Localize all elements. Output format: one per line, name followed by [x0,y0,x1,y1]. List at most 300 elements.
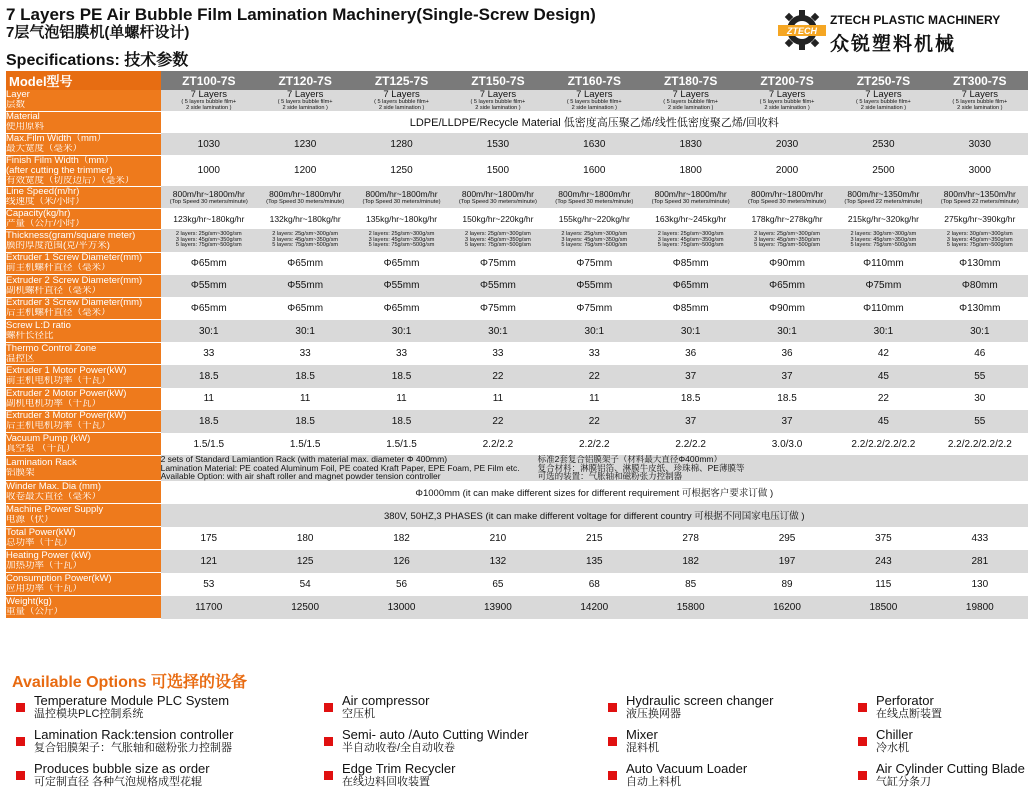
spec-value: 33 [161,342,257,365]
lamination-rack-english [161,455,520,481]
speed-range: 800m/hr~1800m/hr [172,188,245,199]
thickness-line: 5 layers: 75g/sm~500g/sm [946,242,1013,249]
top-speed-note: (Top Speed 22 meters/minute) [844,198,923,205]
label-chinese: 螺杆长径比 [6,331,54,342]
thickness-line: 3 layers: 45g/sm~350g/sm [754,236,820,243]
option-name-chinese: 自动上料机 [626,776,681,788]
spec-value: Φ65mm [353,252,449,275]
speed-range: 800m/hr~1800m/hr [269,188,342,199]
spec-value: 36 [642,342,738,365]
spec-value: 37 [739,365,835,388]
thickness-value [257,229,353,252]
line-speed-label [6,186,161,208]
spec-value: 1800 [642,155,738,186]
spec-rows_simple_c-0-row [6,527,1028,550]
spec-value: 22 [450,410,546,433]
line-speed-value [642,186,738,208]
spec-value: 132 [450,550,546,573]
spec-value: 3.0/3.0 [739,433,835,456]
spec-value: 30:1 [161,320,257,343]
layer-value [835,90,931,111]
spec-value: 1630 [546,133,642,155]
spec-value: 18.5 [257,410,353,433]
capacity-value: 178kg/hr~278kg/hr [739,208,835,229]
spec-value: 18.5 [257,365,353,388]
lamination-rack-label [6,455,161,481]
line-speed-value [932,186,1028,208]
spec-value: 2000 [739,155,835,186]
label-english: Extruder 3 Motor Power(kW) [6,411,127,422]
top-speed-note: (Top Speed 30 meters/minute) [555,198,634,205]
spec-value: Φ75mm [450,297,546,320]
capacity-value: 123kg/hr~180kg/hr [161,208,257,229]
spec-value: 45 [835,410,931,433]
rack-text-line: Available Option: with air shaft roller and magnet powder tension controller [160,471,441,481]
label-english: Machine Power Supply [6,505,104,516]
winder-value: Φ1000mm (it can make different sizes for different requirement 可根据客户要求订做 ) [161,481,1028,504]
spec-label [6,596,161,619]
spec-value: 30:1 [353,320,449,343]
layer-count: 7 Layers [576,90,613,100]
spec-value: 15800 [642,596,738,619]
top-speed-note: (Top Speed 30 meters/minute) [266,198,345,205]
label-chinese: 使用原料 [6,122,45,132]
company-logo [778,8,1028,55]
material-value: LDPE/LLDPE/Recycle Material 低密度高压聚乙烯/线性低密度聚乙烯/回收料 [161,111,1028,133]
label-chinese: 前主机电机功率（千瓦） [6,376,111,387]
specifications-heading: Specifications: 技术参数 [6,52,189,69]
spec-value: 1250 [353,155,449,186]
thickness-row [6,229,1028,252]
option-item [14,761,233,795]
option-name-chinese: 混料机 [626,742,659,754]
layer-note: ( 5 layers bubble film+ [181,99,237,105]
spec-value: 2.2/2.2 [642,433,738,456]
thickness-line: 3 layers: 45g/sm~350g/sm [946,236,1013,243]
option-name-english: Perforator [876,693,934,708]
available-options-title: Available Options 可选择的设备 [12,674,247,691]
label-chinese: 电源（伏） [6,515,54,526]
label-chinese: 最大宽度（毫米） [6,144,83,154]
option-name-english: Auto Vacuum Loader [626,761,748,776]
label-chinese: 线速度（米/小时） [6,197,85,207]
square-bullet-icon [16,737,25,746]
spec-value: Φ75mm [546,297,642,320]
square-bullet-icon [324,703,333,712]
line-speed-value [257,186,353,208]
spec-value: 22 [835,388,931,411]
layer-value [257,90,353,111]
spec-value: Φ75mm [835,275,931,298]
spec-value: 30 [932,388,1028,411]
option-name-english: Produces bubble size as order [34,761,210,776]
layer-note: 2 side lamination ) [475,105,521,111]
thickness-value [932,229,1028,252]
specifications-table [6,71,1028,619]
thickness-line: 2 layers: 25g/sm~300g/sm [465,231,531,238]
spec-label [6,252,161,275]
spec-rows_simple_b-8-row [6,433,1028,456]
spec-value: 278 [642,527,738,550]
spec-rows_simple_b-6-row [6,388,1028,411]
thickness-line: 3 layers: 45g/sm~350g/sm [175,236,242,243]
spec-value: 65 [450,573,546,596]
spec-value: 18500 [835,596,931,619]
model-name: ZT180-7S [642,71,738,90]
thickness-line: 2 layers: 25g/sm~300g/sm [272,231,339,238]
spec-value: 42 [835,342,931,365]
layer-note: 2 side lamination ) [282,105,328,111]
label-english: Material [6,112,40,122]
label-chinese: 副机螺杆直径（毫米） [6,285,102,296]
top-speed-note: (Top Speed 22 meters/minute) [940,198,1019,205]
label-chinese: 铝膜架 [6,468,35,479]
spec-value: 30:1 [450,320,546,343]
spec-value: 55 [932,410,1028,433]
layer-note: 2 side lamination ) [860,105,907,111]
model-name: ZT125-7S [353,71,449,90]
spec-value: 2.2/2.2 [450,433,546,456]
label-english: Line Speed(m/hr) [6,187,80,197]
spec-rows_simple_b-7-row [6,410,1028,433]
spec-value: 2530 [835,133,931,155]
square-bullet-icon [324,737,333,746]
spec-label [6,133,161,155]
option-name-chinese: 冷水机 [876,742,909,754]
line-speed-value [161,186,257,208]
spec-value: 2.2/2.2/2.2/2.2 [835,433,931,456]
spec-label [6,297,161,320]
label-chinese: 收卷最大直径（毫米） [6,492,102,503]
option-name-english: Lamination Rack:tension controller [34,727,234,742]
layer-note: ( 5 layers bubble film+ [855,99,911,105]
option-name-english: Edge Trim Recycler [342,761,456,776]
option-item [606,693,773,727]
capacity-row [6,208,1028,229]
thickness-line: 2 layers: 25g/sm~300g/sm [561,231,628,238]
layer-note: ( 5 layers bubble film+ [663,99,719,105]
options-column [322,693,528,795]
spec-value: 37 [642,365,738,388]
layer-note: ( 5 layers bubble film+ [759,99,815,105]
layer-count: 7 Layers [865,90,902,100]
layer-count: 7 Layers [768,90,806,100]
option-name-chinese: 半自动收卷/全自动收卷 [342,742,456,754]
spec-value: 37 [739,410,835,433]
option-name-chinese: 空压机 [342,708,375,720]
spec-rows_simple_a-0-row [6,133,1028,155]
spec-value: Φ130mm [932,252,1028,275]
thickness-line: 5 layers: 75g/sm~500g/sm [272,242,339,249]
line-speed-value [835,186,931,208]
line-speed-value [739,186,835,208]
capacity-value: 163kg/hr~245kg/hr [642,208,738,229]
thickness-line: 5 layers: 75g/sm~500g/sm [465,242,531,249]
label-english: Extruder 2 Screw Diameter(mm) [6,275,143,286]
layer-note: ( 5 layers bubble film+ [952,99,1008,105]
spec-value: Φ65mm [257,252,353,275]
options-column [606,693,773,795]
spec-value: 89 [739,573,835,596]
spec-value: 182 [353,527,449,550]
label-english-note: (after cutting the trimmer) [6,165,113,176]
option-name-english: Temperature Module PLC System [34,693,230,708]
spec-value: 11700 [161,596,257,619]
label-english: Lamination Rack [6,458,77,469]
spec-label [6,275,161,298]
spec-value: 54 [257,573,353,596]
layer-note: 2 side lamination ) [764,105,810,111]
layer-row [6,90,1028,111]
spec-value: 1030 [161,133,257,155]
spec-value: 1230 [257,133,353,155]
spec-value: Φ110mm [835,297,931,320]
power-supply-value: 380V, 50HZ,3 PHASES (it can make different voltage for different country 可根据不同国家电压订做 ) [161,504,1028,527]
spec-value: Φ65mm [353,297,449,320]
model-name: ZT250-7S [835,71,931,90]
label-chinese: 有效宽度（切皮边后）（毫米） [6,175,135,186]
spec-value: 33 [257,342,353,365]
options-column [14,693,233,795]
label-english: Thickness(gram/square meter) [6,230,136,241]
spec-value: 121 [161,550,257,573]
line-speed-value [450,186,546,208]
spec-value: Φ75mm [546,252,642,275]
spec-value: 68 [546,573,642,596]
square-bullet-icon [858,771,867,780]
spec-rows_simple_c-2-row [6,573,1028,596]
model-name: ZT150-7S [450,71,546,90]
label-chinese: 真空泵 （千瓦） [6,444,76,455]
spec-label [6,550,161,573]
spec-value: 1200 [257,155,353,186]
spec-value: 126 [353,550,449,573]
layer-note: 2 side lamination ) [186,105,232,111]
spec-value: 1.5/1.5 [161,433,257,456]
capacity-value: 132kg/hr~180kg/hr [257,208,353,229]
option-item [322,727,528,761]
spec-rows_simple_a-1-row [6,155,1028,186]
layer-value [546,90,642,111]
capacity-value: 150kg/hr~220kg/hr [450,208,546,229]
spec-value: 1530 [450,133,546,155]
model-header-label: Model型号 [6,71,161,90]
label-chinese: 产量（公斤/小时） [6,218,85,229]
spec-value: Φ90mm [739,297,835,320]
option-name-english: Hydraulic screen changer [626,693,774,708]
thickness-value [642,229,738,252]
spec-value: 30:1 [642,320,738,343]
spec-value: 243 [835,550,931,573]
spec-value: Φ55mm [353,275,449,298]
spec-value: Φ55mm [161,275,257,298]
spec-value: 30:1 [257,320,353,343]
square-bullet-icon [858,703,867,712]
capacity-value: 155kg/hr~220kg/hr [546,208,642,229]
option-name-chinese: 复合铝膜架子：气胀轴和磁粉张力控制器 [34,742,232,754]
thickness-line: 3 layers: 45g/sm~350g/sm [368,236,435,243]
options-column [856,693,1025,795]
label-english: Extruder 3 Screw Diameter(mm) [6,298,143,309]
spec-value: Φ65mm [161,252,257,275]
spec-value: 45 [835,365,931,388]
label-english: Consumption Power(kW) [6,574,112,585]
square-bullet-icon [16,771,25,780]
thickness-line: 2 layers: 25g/sm~300g/sm [368,231,435,238]
spec-value: 182 [642,550,738,573]
spec-value: 85 [642,573,738,596]
label-english: Thermo Control Zone [6,343,97,354]
option-name-english: Air compressor [342,693,430,708]
option-item [856,761,1025,795]
winder-label [6,481,161,504]
spec-value: Φ65mm [642,275,738,298]
spec-value: 210 [450,527,546,550]
spec-value: 1500 [450,155,546,186]
spec-value: 14200 [546,596,642,619]
thickness-line: 2 layers: 25g/sm~300g/sm [175,231,242,238]
material-row [6,111,1028,133]
spec-value: 215 [546,527,642,550]
spec-label [6,433,161,456]
thickness-label [6,229,161,252]
square-bullet-icon [858,737,867,746]
option-name-chinese: 在线边料回收装置 [342,776,430,788]
label-chinese: 加热功率（千瓦） [6,561,83,572]
label-english: Finish Film Width（mm） [6,155,114,166]
spec-value: 1.5/1.5 [353,433,449,456]
rack-text-line: 复合材料：淋膜铝箔、淋膜牛皮纸、珍珠棉、PE薄膜等 [537,462,745,473]
page-title: 7 Layers PE Air Bubble Film Lamination Machinery(Single-Screw Design) [6,5,596,24]
thickness-line: 5 layers: 75g/sm~500g/sm [754,242,820,249]
rack-text-line: 2 sets of Standard Lamiantion Rack (with material max. diameter Φ 400mm) [160,455,448,465]
thickness-line: 2 layers: 30g/sm~300g/sm [850,231,917,238]
spec-value: Φ65mm [739,275,835,298]
option-item [14,693,233,727]
winder-row [6,481,1028,504]
line-speed-value [546,186,642,208]
label-chinese: 层数 [6,100,26,111]
option-item [606,727,773,761]
capacity-value: 215kg/hr~320kg/hr [835,208,931,229]
top-speed-note: (Top Speed 30 meters/minute) [169,198,248,205]
label-english: Heating Power (kW) [6,551,91,562]
spec-value: 56 [353,573,449,596]
thickness-line: 5 layers: 75g/sm~500g/sm [657,242,724,249]
spec-value: Φ75mm [450,252,546,275]
option-name-english: Chiller [876,727,913,742]
spec-value: 18.5 [161,365,257,388]
spec-value: 375 [835,527,931,550]
option-name-chinese: 温控模块PLC控制系统 [34,708,144,720]
spec-rows_simple_b-5-row [6,365,1028,388]
spec-value: 135 [546,550,642,573]
page-title-chinese: 7层气泡铝膜机(单螺杆设计) [6,24,190,41]
label-english: Extruder 1 Screw Diameter(mm) [6,253,143,264]
option-item [322,693,528,727]
spec-label [6,573,161,596]
spec-value: 295 [739,527,835,550]
layer-note: 2 side lamination ) [571,105,617,111]
lamination-rack-row [6,455,1028,481]
label-chinese: 重量（公斤） [6,607,64,618]
rack-text-line: Lamination Material: PE coated Aluminum Foil, PE coated Kraft Paper, EPE Foam, PE Film etc. [160,462,520,473]
spec-value: 115 [835,573,931,596]
layer-label [6,90,161,111]
spec-rows_simple_b-2-row [6,297,1028,320]
svg-text:ZTECH: ZTECH [787,26,817,36]
spec-value: Φ65mm [257,297,353,320]
spec-value: Φ55mm [257,275,353,298]
model-name: ZT300-7S [932,71,1028,90]
spec-value: 37 [642,410,738,433]
spec-rows_simple_b-4-row [6,342,1028,365]
spec-value: 13900 [450,596,546,619]
spec-value: 22 [546,410,642,433]
rack-text-line: 标准2套复合铝膜架子（材料最大直径Φ400mm） [537,455,722,465]
square-bullet-icon [16,703,25,712]
spec-value: Φ55mm [546,275,642,298]
spec-value: Φ85mm [642,252,738,275]
spec-value: 18.5 [739,388,835,411]
option-name-chinese: 可定制直径 各种气泡规格成型花辊 [34,776,203,788]
square-bullet-icon [324,771,333,780]
thickness-value [739,229,835,252]
spec-label [6,410,161,433]
top-speed-note: (Top Speed 30 meters/minute) [748,198,827,205]
model-name: ZT120-7S [257,71,353,90]
spec-value: 1600 [546,155,642,186]
spec-value: 46 [932,342,1028,365]
spec-value: Φ110mm [835,252,931,275]
speed-range: 800m/hr~1800m/hr [654,188,727,199]
label-chinese: 温控区 [6,353,35,364]
label-english: Total Power(kW) [6,528,76,539]
spec-value: 11 [257,388,353,411]
layer-value [932,90,1028,111]
spec-value: 175 [161,527,257,550]
spec-value: 22 [450,365,546,388]
speed-range: 800m/hr~1800m/hr [461,188,534,199]
spec-value: 30:1 [932,320,1028,343]
spec-value: 18.5 [353,365,449,388]
spec-label [6,527,161,550]
spec-rows_simple_b-1-row [6,275,1028,298]
square-bullet-icon [608,771,617,780]
spec-value: 30:1 [739,320,835,343]
spec-value: 11 [450,388,546,411]
layer-note: 2 side lamination ) [667,105,714,111]
spec-value: 2.2/2.2 [546,433,642,456]
layer-count: 7 Layers [672,90,709,100]
spec-value: 18.5 [161,410,257,433]
speed-range: 800m/hr~1350m/hr [943,188,1016,199]
spec-value: 2.2/2.2/2.2/2.2 [932,433,1028,456]
option-item [606,761,773,795]
layer-note: 2 side lamination ) [378,105,425,111]
thickness-line: 3 layers: 45g/sm~350g/sm [561,236,628,243]
page-header [6,6,766,41]
layer-count: 7 Layers [479,90,517,100]
thickness-line: 2 layers: 30g/sm~300g/sm [946,231,1013,238]
spec-value: 36 [739,342,835,365]
spec-rows_simple_c-3-row [6,596,1028,619]
spec-value: 3030 [932,133,1028,155]
layer-value [161,90,257,111]
spec-label [6,320,161,343]
spec-value: 197 [739,550,835,573]
speed-range: 800m/hr~1800m/hr [558,188,631,199]
